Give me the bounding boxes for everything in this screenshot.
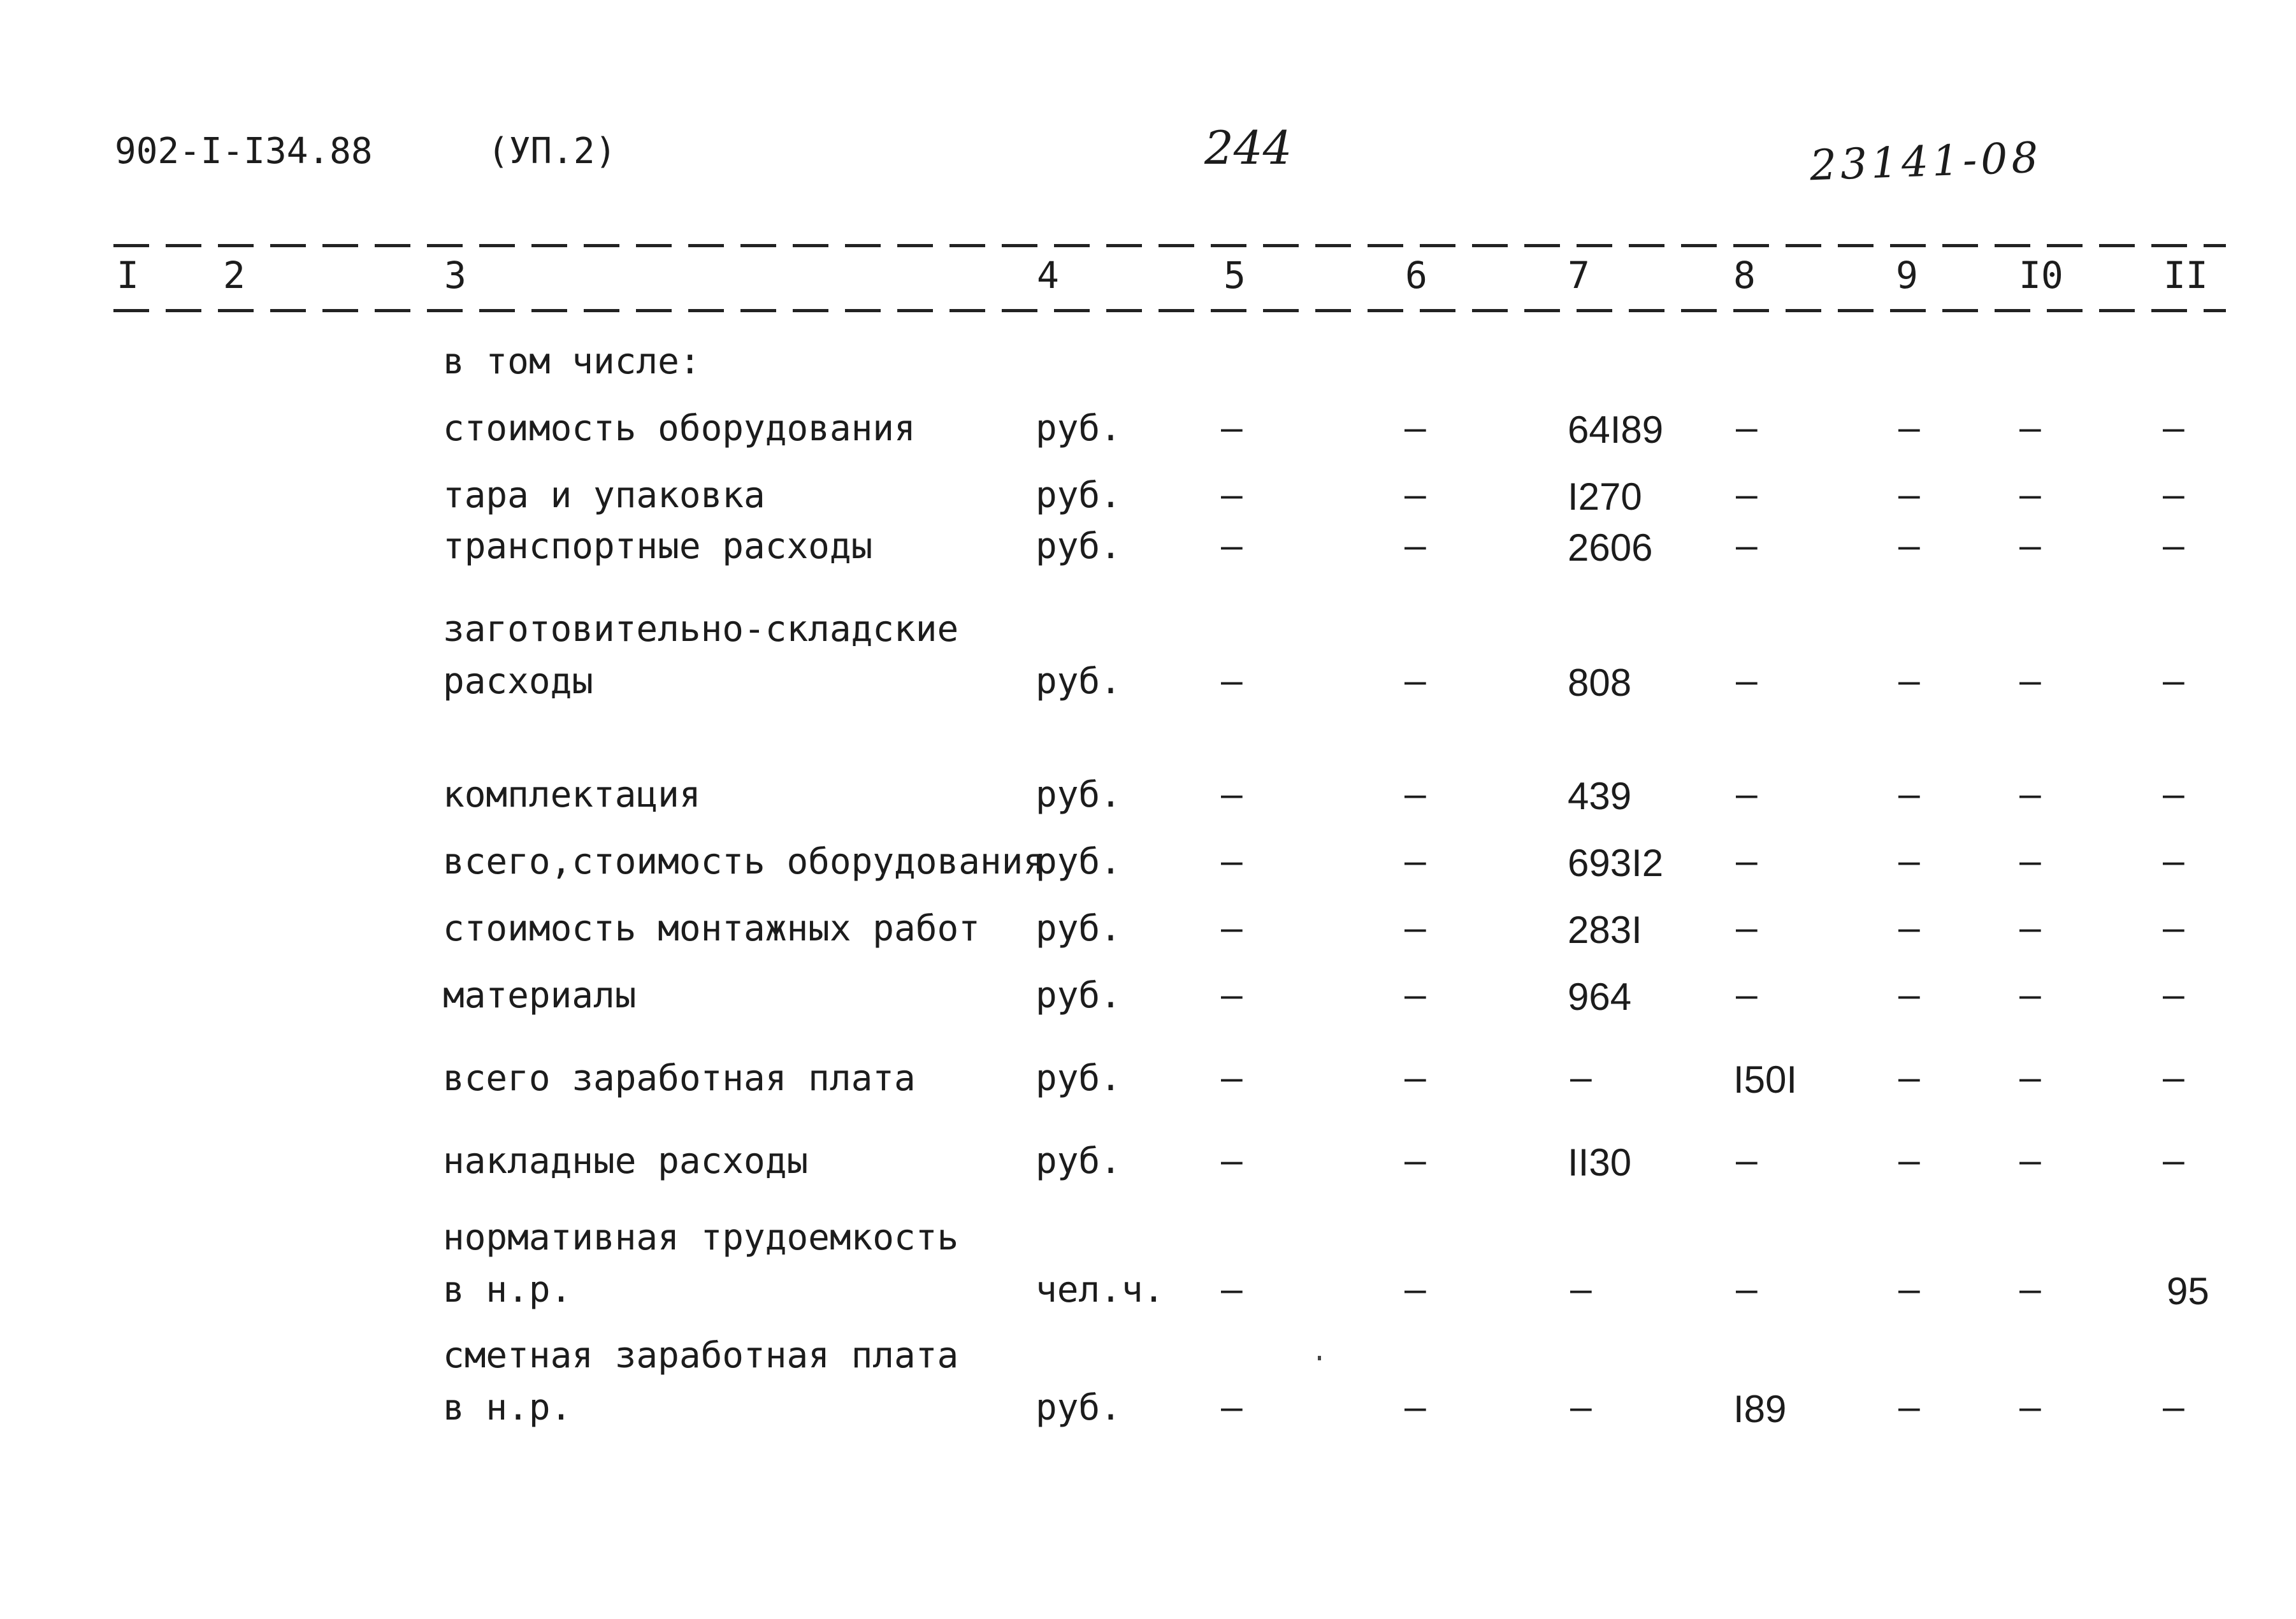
empty-value-dash: – — [1221, 841, 1243, 882]
empty-value-dash: – — [2163, 1387, 2184, 1428]
empty-value-dash: – — [1221, 1058, 1243, 1099]
empty-value-dash: – — [1898, 1387, 1920, 1428]
row-name: тара и упаковка — [443, 475, 765, 516]
empty-value-dash: – — [1736, 774, 1758, 816]
empty-value-dash: – — [1736, 1140, 1758, 1182]
empty-value-dash: – — [1404, 841, 1426, 882]
row-name: стоимость оборудования — [443, 408, 916, 449]
empty-value-dash: – — [2019, 841, 2041, 882]
empty-value-dash: – — [1221, 1140, 1243, 1182]
row-unit: руб. — [1036, 661, 1122, 702]
row-unit: руб. — [1036, 975, 1122, 1016]
empty-value-dash: – — [2019, 526, 2041, 567]
empty-value-dash: – — [1898, 661, 1920, 702]
value-cell: II30 — [1568, 1141, 1632, 1184]
empty-value-dash: – — [1570, 1387, 1592, 1428]
empty-value-dash: – — [1736, 1269, 1758, 1311]
document-code: 902-I-I34.88 — [115, 131, 373, 172]
empty-value-dash: – — [2163, 526, 2184, 567]
value-cell: I50I — [1733, 1058, 1798, 1101]
row-name: всего,стоимость оборудования — [443, 841, 1045, 882]
empty-value-dash: – — [2163, 661, 2184, 702]
empty-value-dash: – — [1736, 526, 1758, 567]
empty-value-dash: – — [1221, 661, 1243, 702]
empty-value-dash: – — [1404, 408, 1426, 449]
row-name-continued: расходы — [443, 661, 594, 702]
empty-value-dash: – — [2019, 1387, 2041, 1428]
row-name: стоимость монтажных работ — [443, 908, 980, 949]
value-cell: 283I — [1568, 909, 1642, 951]
value-cell: 64I89 — [1568, 408, 1664, 451]
empty-value-dash: – — [1404, 526, 1426, 567]
empty-value-dash: – — [2019, 408, 2041, 449]
value-cell: 693I2 — [1568, 842, 1664, 884]
empty-value-dash: – — [1404, 1140, 1426, 1182]
empty-value-dash: – — [1898, 908, 1920, 949]
row-name: сметная заработная плата — [443, 1335, 959, 1376]
empty-value-dash: – — [1898, 526, 1920, 567]
value-cell: I270 — [1568, 475, 1642, 518]
value-cell: 808 — [1568, 661, 1632, 704]
row-name: нормативная трудоемкость — [443, 1217, 959, 1258]
row-unit: руб. — [1036, 1387, 1122, 1428]
empty-value-dash: – — [2019, 975, 2041, 1016]
empty-value-dash: – — [2019, 908, 2041, 949]
header-top-rule — [113, 244, 2226, 247]
page-number: 244 — [1204, 121, 1292, 175]
empty-value-dash: – — [2163, 774, 2184, 816]
empty-value-dash: – — [2163, 908, 2184, 949]
column-number: 6 — [1405, 254, 1427, 297]
empty-value-dash: – — [1898, 841, 1920, 882]
column-number: 8 — [1733, 254, 1756, 297]
value-cell: 439 — [1568, 775, 1632, 817]
row-name-continued: в н.р. — [443, 1269, 572, 1311]
column-number: 9 — [1896, 254, 1918, 297]
empty-value-dash: – — [1404, 1269, 1426, 1311]
empty-value-dash: – — [2163, 975, 2184, 1016]
column-number: 3 — [444, 254, 466, 297]
empty-value-dash: – — [1898, 975, 1920, 1016]
empty-value-dash: – — [1898, 475, 1920, 516]
row-unit: руб. — [1036, 408, 1122, 449]
column-number: II — [2163, 254, 2208, 297]
empty-value-dash: – — [1570, 1269, 1592, 1311]
header-bottom-rule — [113, 309, 2226, 312]
column-number: 2 — [223, 254, 245, 297]
empty-value-dash: – — [1221, 774, 1243, 816]
row-name: в том числе: — [443, 341, 701, 382]
value-cell: 964 — [1568, 975, 1632, 1018]
empty-value-dash: – — [2163, 475, 2184, 516]
row-unit: руб. — [1036, 774, 1122, 816]
empty-value-dash: – — [2163, 841, 2184, 882]
value-cell: 2606 — [1568, 526, 1653, 569]
empty-value-dash: – — [1221, 908, 1243, 949]
empty-value-dash: – — [1736, 975, 1758, 1016]
row-unit: руб. — [1036, 908, 1122, 949]
empty-value-dash: – — [1221, 1387, 1243, 1428]
empty-value-dash: – — [2019, 1269, 2041, 1311]
section-label: (УП.2) — [487, 131, 617, 172]
row-name: комплектация — [443, 774, 701, 816]
empty-value-dash: – — [1221, 975, 1243, 1016]
value-cell: I89 — [1733, 1388, 1787, 1430]
column-number: I0 — [2019, 254, 2063, 297]
row-name-continued: в н.р. — [443, 1387, 572, 1428]
empty-value-dash: – — [2163, 1140, 2184, 1182]
row-name: накладные расходы — [443, 1140, 809, 1182]
empty-value-dash: – — [2163, 408, 2184, 449]
row-name: транспортные расходы — [443, 526, 873, 567]
row-unit: руб. — [1036, 1058, 1122, 1099]
row-name: заготовительно-складские — [443, 608, 959, 650]
row-unit: руб. — [1036, 841, 1122, 882]
empty-value-dash: – — [2163, 1058, 2184, 1099]
row-unit: руб. — [1036, 526, 1122, 567]
row-unit: руб. — [1036, 1140, 1122, 1182]
empty-value-dash: – — [1404, 774, 1426, 816]
column-number: 7 — [1568, 254, 1590, 297]
column-number: 5 — [1224, 254, 1246, 297]
empty-value-dash: – — [1404, 908, 1426, 949]
empty-value-dash: – — [1404, 1387, 1426, 1428]
column-number: I — [117, 254, 139, 297]
row-unit: чел.ч. — [1036, 1269, 1165, 1311]
empty-value-dash: – — [2019, 1140, 2041, 1182]
empty-value-dash: – — [1221, 408, 1243, 449]
row-name: материалы — [443, 975, 637, 1016]
empty-value-dash: – — [1898, 1058, 1920, 1099]
scan-speck — [1318, 1356, 1321, 1360]
empty-value-dash: – — [1736, 661, 1758, 702]
empty-value-dash: – — [1570, 1058, 1592, 1099]
row-name: всего заработная плата — [443, 1058, 916, 1099]
empty-value-dash: – — [1736, 475, 1758, 516]
stamp-number: 23141-08 — [1809, 133, 2043, 191]
empty-value-dash: – — [1221, 526, 1243, 567]
empty-value-dash: – — [1404, 975, 1426, 1016]
row-unit: руб. — [1036, 475, 1122, 516]
empty-value-dash: – — [1404, 661, 1426, 702]
empty-value-dash: – — [1736, 908, 1758, 949]
empty-value-dash: – — [1404, 1058, 1426, 1099]
empty-value-dash: – — [2019, 661, 2041, 702]
empty-value-dash: – — [1736, 841, 1758, 882]
empty-value-dash: – — [1898, 1140, 1920, 1182]
empty-value-dash: – — [2019, 475, 2041, 516]
empty-value-dash: – — [1898, 408, 1920, 449]
column-number: 4 — [1037, 254, 1059, 297]
empty-value-dash: – — [2019, 774, 2041, 816]
empty-value-dash: – — [1898, 774, 1920, 816]
value-cell: 95 — [2167, 1270, 2209, 1313]
empty-value-dash: – — [2019, 1058, 2041, 1099]
empty-value-dash: – — [1221, 1269, 1243, 1311]
empty-value-dash: – — [1221, 475, 1243, 516]
empty-value-dash: – — [1736, 408, 1758, 449]
empty-value-dash: – — [1898, 1269, 1920, 1311]
empty-value-dash: – — [1404, 475, 1426, 516]
